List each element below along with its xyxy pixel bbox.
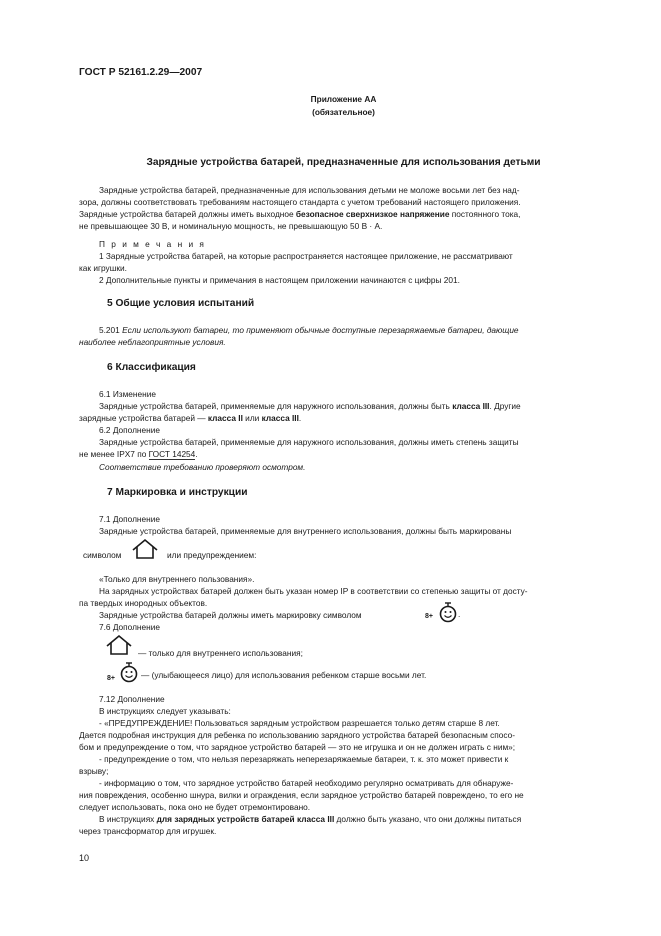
section-6-1-line-2: зарядные устройства батарей — класса II или класса III.	[79, 413, 302, 423]
warning-2-line-2: взрыву;	[79, 766, 109, 776]
notes-label: П р и м е ч а н и я	[99, 239, 206, 249]
section-6-2-title: 6.2 Дополнение	[99, 425, 160, 435]
note-1-line-1: 1 Зарядные устройства батарей, на которые распространяется настоящее приложение, не рассматривают	[99, 251, 513, 261]
annex-heading: Зарядные устройства батарей, предназначенные для использования детьми	[146, 157, 541, 168]
note-1-line-2: как игрушки.	[79, 263, 127, 273]
house-icon-legend	[105, 634, 133, 656]
section-7-heading: 7 Маркировка и инструкции	[107, 487, 248, 498]
annex-title: Приложение АА	[310, 94, 377, 104]
intro-line-4: не превышающее 30 В, и номинальную мощность, не превышающую 50 В · А.	[79, 221, 383, 231]
intro-line-2: зора, должны соответствовать требованиям настоящего стандарта с учетом требований настоящего приложения.	[79, 197, 521, 207]
warning-2-line-1: - предупреждение о том, что нельзя перезаряжать неперезаряжаемые батареи, т. к. это может привести к	[99, 754, 509, 764]
section-6-heading: 6 Классификация	[107, 362, 196, 373]
warning-3-line-1: - информацию о том, что зарядное устройство батарей необходимо регулярно осматривать для обнаруже-	[99, 778, 514, 788]
gost-14254-link[interactable]: ГОСТ 14254	[148, 449, 196, 459]
smiling-face-icon-legend	[119, 661, 139, 683]
ip-requirement-line-1: На зарядных устройствах батарей должен быть указан номер IP в соответствии со степенью защиты от досту-	[99, 586, 528, 596]
age-label: 8+	[107, 675, 115, 682]
warning-1-line-3: бом и предупреждение о том, что зарядное устройство батарей — это не игрушка и он не должен играть с ним»;	[79, 742, 516, 752]
note-2: 2 Дополнительные пункты и примечания в настоящем приложении начинаются с цифры 201.	[99, 275, 460, 285]
age-label-small: 8+	[425, 613, 433, 620]
section-6-2-line-1: Зарядные устройства батарей, применяемые для наружного использования, должны иметь степень защиты	[99, 437, 519, 447]
class-iii-instruction-line-2: через трансформатор для игрушек.	[79, 826, 217, 836]
section-7-1-title: 7.1 Дополнение	[99, 514, 160, 524]
symbol-word: символом	[83, 550, 122, 560]
section-5-heading: 5 Общие условия испытаний	[107, 298, 255, 309]
section-5-201-line-2: наиболее неблагоприятные условия.	[79, 337, 226, 347]
or-warning-text: или предупреждением:	[167, 550, 257, 560]
instructions-intro: В инструкциях следует указывать:	[99, 706, 231, 716]
section-7-12-title: 7.12 Дополнение	[99, 694, 165, 704]
section-6-1-line-1: Зарядные устройства батарей, применяемые для наружного использования, должны быть класса III. Другие	[99, 401, 521, 411]
ip-requirement-line-2: па твердых инородных объектов.	[79, 598, 208, 608]
house-icon	[131, 538, 159, 560]
intro-line-1: Зарядные устройства батарей, предназначенные для использования детьми не моложе восьми лет без над-	[99, 185, 520, 195]
warning-1-line-1: - «ПРЕДУПРЕЖДЕНИЕ! Пользоваться зарядным устройством разрешается только детям старше 8 лет.	[99, 718, 500, 728]
section-7-1-line-1: Зарядные устройства батарей, применяемые для внутреннего использования, должны быть маркированы	[99, 526, 512, 536]
section-5-201-line-1: 5.201 Если используют батареи, то применяют обычные доступные перезаряжаемые батареи, дающие	[99, 325, 519, 335]
warning-3-line-3: следует использовать, пока оно не будет отремонтировано.	[79, 802, 311, 812]
warning-3-line-2: ния повреждения, особенно шнура, вилки и ограждения, если зарядное устройство батарей повреждено, то его не	[79, 790, 524, 800]
smile-description: — (улыбающееся лицо) для использования ребенком старше восьми лет.	[141, 670, 427, 680]
house-description: — только для внутреннего использования;	[138, 648, 303, 658]
indoor-quote: «Только для внутреннего пользования».	[99, 574, 255, 584]
document-number: ГОСТ Р 52161.2.29—2007	[79, 67, 203, 78]
section-6-1-title: 6.1 Изменение	[99, 389, 156, 399]
warning-1-line-2: Дается подробная инструкция для ребенка по использованию зарядного устройства батарей безопасным спосо-	[79, 730, 515, 740]
section-7-6-title: 7.6 Дополнение	[99, 622, 160, 632]
intro-line-3: Зарядные устройства батарей должны иметь выходное безопасное сверхнизкое напряжение постоянного тока,	[79, 209, 521, 219]
smiling-face-icon	[438, 601, 461, 623]
section-6-check: Соответствие требованию проверяют осмотром.	[99, 462, 306, 472]
age-marking-text: Зарядные устройства батарей должны иметь маркировку символом	[99, 610, 362, 620]
annex-status: (обязательное)	[312, 107, 375, 117]
marking-period: .	[458, 609, 461, 619]
section-6-2-line-2: не менее IPX7 по ГОСТ 14254.	[79, 449, 198, 459]
page-number: 10	[79, 853, 90, 863]
class-iii-instruction-line-1: В инструкциях для зарядных устройств батарей класса III должно быть указано, что они должны питаться	[99, 814, 522, 824]
